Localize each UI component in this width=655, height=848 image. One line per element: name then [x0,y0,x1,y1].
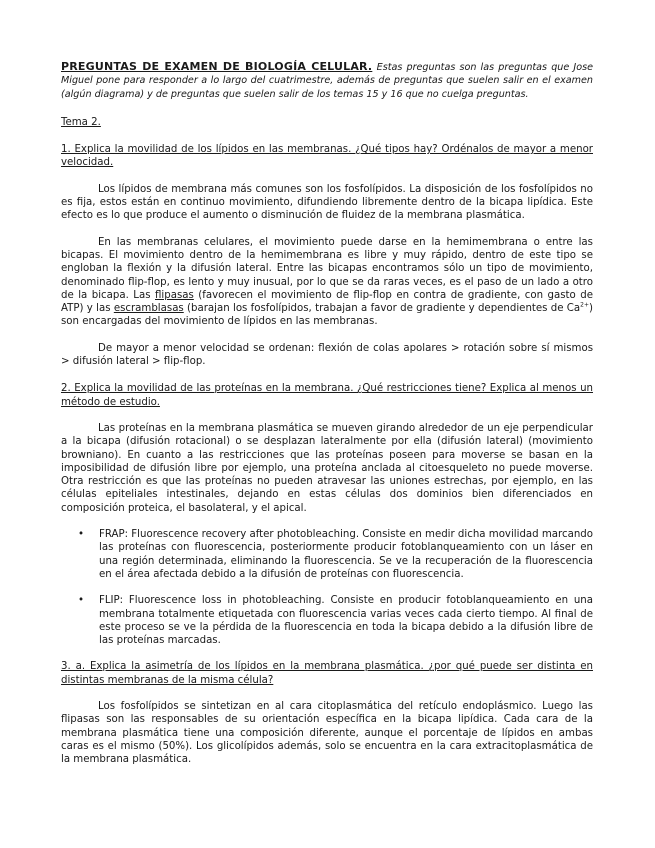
question-2: 2. Explica la movilidad de las proteínas en la membrana. ¿Qué restricciones tiene? Explica al menos un método de estudio. [61,383,593,408]
q1-paragraph-3: De mayor a menor velocidad se ordenan: flexión de colas apolares > rotación sobre sí mismos > difusión lateral > flip-flop. [61,342,593,368]
question-1: 1. Explica la movilidad de los lípidos en las membranas. ¿Qué tipos hay? Ordénalos de mayor a menor velocidad. [61,144,593,169]
methods-list [61,528,593,647]
q1-paragraph-2 [61,236,593,329]
intro-text: Estas preguntas son las preguntas que Jose Miguel pone para responder a lo largo del cuatrimestre, además de preguntas que suelen salir en el examen (algún diagrama) y de preguntas que suelen salir de los temas 15 y 16 que no cuelga preguntas. [61,62,594,100]
list-item-text: FLIP: Fluorescence loss in photobleaching. Consiste en producir fotoblanqueamiento en una membrana totalmente etiquetada con fluorescencia varias veces cada cierto tiempo. Al final de este proceso se ve la pérdida de la fluorescencia en toda la bicapa debido a la difusión libre de las proteínas marcadas. [99,595,593,647]
q1-p2-part-a: En las membranas celulares, el movimiento puede darse en la hemimembrana o entre las bicapas. El movimiento dentro de la hemimembrana es libre y muy rápido, dentro de este tipo se engloban la flexión y la difusión lateral. Entre las bicapas encontramos sólo un tipo de movimiento, denominado flip-flop, es lento y muy inusual, por lo que se da raras veces, es el paso de un lado a otro de la bicapa. Las [61,236,593,301]
term-escramblasas: escramblasas [113,303,184,315]
q1-p2-part-c: (barajan los fosfolípidos, trabajan a favor de gradiente y dependientes de Ca [187,303,581,315]
list-item-text: FRAP: Fluorescence recovery after photobleaching. Consiste en medir dicha movilidad marcando las proteínas con fluorescencia, posteriormente producir fotoblanqueamiento con un láser en una región determinada, eliminando la fluorescencia. Se ve la recuperación de la fluorescencia en el área afectada debido a la difusión de proteínas con fluorescencia. [99,529,593,580]
list-item-frap [61,528,593,581]
bullet-icon: • [78,595,85,607]
document-page [61,60,593,766]
q1-p2-part-d: ) son encargadas del movimiento de lípidos en las membranas. [61,303,593,328]
document-title: PREGUNTAS DE EXAMEN DE BIOLOGÍA CELULAR. [61,60,373,73]
term-flipasas: flipasas [155,289,194,301]
bullet-icon: • [78,529,85,541]
q2-paragraph-1: Las proteínas en la membrana plasmática se mueven girando alrededor de un eje perpendicular a la bicapa (difusión rotacional) o se desplazan lateralmente por ella (difusión lateral) (movimiento browniano). En cuanto a las restricciones que las proteínas poseen para moverse se basan en la imposibilidad de difusión libre por ejemplo, una proteína anclada al citoesqueleto no puede moverse. Otra restricción es que las proteínas no pueden atravesar las uniones estrechas, por ejemplo, en las células epiteliales intestinales, dejando en estas células dos dominios bien diferenciados en composición proteica, el basolateral, y el apical. [61,422,593,514]
list-item-flip [61,594,593,647]
q1-p2-part-b: (favorecen el movimiento de flip-flop en contra de gradiente, con gasto de ATP) y las [61,289,593,315]
section-heading-tema-2: Tema 2. [61,116,101,128]
calcium-superscript: 2+ [580,301,590,309]
intro-paragraph [61,60,593,101]
q1-paragraph-1: Los lípidos de membrana más comunes son los fosfolípidos. La disposición de los fosfolípidos no es fija, estos están en continuo movimiento, difundiendo libremente dentro de la bicapa lipídica. Este efecto es lo que produce el aumento o disminución de fluidez de la membrana plasmática. [61,183,593,222]
question-3a: 3. a. Explica la asimetría de los lípidos en la membrana plasmática. ¿por qué puede ser distinta en distintas membranas de la misma célula? [61,661,593,686]
q3-paragraph-1: Los fosfolípidos se sintetizan en al cara citoplasmática del retículo endoplásmico. Luego las flipasas son las responsables de su orientación específica en la bicapa lipídica. Cada cara de la membrana plasmática tiene una composición diferente, aunque el porcentaje de lípidos en ambas caras es el mismo (50%). Los glicolípidos además, solo se encuentra en la cara extracitoplasmática de la membrana plasmática. [61,700,593,766]
